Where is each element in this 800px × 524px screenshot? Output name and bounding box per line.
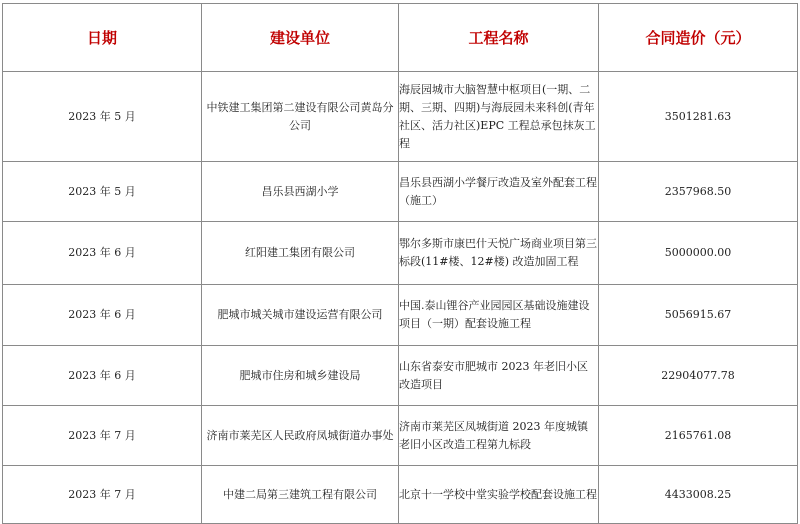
- cell-project: 海辰园城市大脑智慧中枢项目(一期、二期、三期、四期)与海辰园未来科创(青年社区、活力社区)EPC 工程总承包抹灰工程: [399, 72, 599, 162]
- cell-price: 2165761.08: [599, 406, 798, 466]
- header-row: [3, 4, 798, 72]
- table-row: [3, 346, 798, 406]
- cell-unit: 肥城市城关城市建设运营有限公司: [202, 285, 399, 346]
- cell-unit: 昌乐县西湖小学: [202, 162, 399, 222]
- table-row: [3, 222, 798, 285]
- cell-price: 5000000.00: [599, 222, 798, 285]
- cell-unit: 红阳建工集团有限公司: [202, 222, 399, 285]
- cell-project: 北京十一学校中堂实验学校配套设施工程: [399, 466, 599, 524]
- cell-date: 2023 年 6 月: [3, 285, 202, 346]
- table-row: [3, 406, 798, 466]
- table-row: [3, 285, 798, 346]
- table-row: [3, 72, 798, 162]
- cell-price: 2357968.50: [599, 162, 798, 222]
- cell-project: 济南市莱芜区凤城街道 2023 年度城镇老旧小区改造工程第九标段: [399, 406, 599, 466]
- cell-date: 2023 年 6 月: [3, 222, 202, 285]
- cell-date: 2023 年 6 月: [3, 346, 202, 406]
- header-unit: 建设单位: [202, 4, 399, 72]
- header-date: 日期: [3, 4, 202, 72]
- cell-project: 昌乐县西湖小学餐厅改造及室外配套工程（施工）: [399, 162, 599, 222]
- cell-project: 中国.泰山锂谷产业园园区基础设施建设项目（一期）配套设施工程: [399, 285, 599, 346]
- cell-price: 3501281.63: [599, 72, 798, 162]
- cell-unit: 济南市莱芜区人民政府凤城街道办事处: [202, 406, 399, 466]
- cell-price: 4433008.25: [599, 466, 798, 524]
- cell-date: 2023 年 7 月: [3, 466, 202, 524]
- cell-project: 山东省泰安市肥城市 2023 年老旧小区改造项目: [399, 346, 599, 406]
- contracts-table: [2, 3, 798, 524]
- cell-date: 2023 年 7 月: [3, 406, 202, 466]
- header-price: 合同造价（元）: [599, 4, 798, 72]
- cell-date: 2023 年 5 月: [3, 162, 202, 222]
- table-row: [3, 162, 798, 222]
- cell-date: 2023 年 5 月: [3, 72, 202, 162]
- cell-unit: 中建二局第三建筑工程有限公司: [202, 466, 399, 524]
- cell-project: 鄂尔多斯市康巴什天悦广场商业项目第三标段(11#楼、12#楼) 改造加固工程: [399, 222, 599, 285]
- cell-unit: 中铁建工集团第二建设有限公司黄岛分公司: [202, 72, 399, 162]
- cell-price: 5056915.67: [599, 285, 798, 346]
- header-project: 工程名称: [399, 4, 599, 72]
- cell-unit: 肥城市住房和城乡建设局: [202, 346, 399, 406]
- table-row: [3, 466, 798, 524]
- cell-price: 22904077.78: [599, 346, 798, 406]
